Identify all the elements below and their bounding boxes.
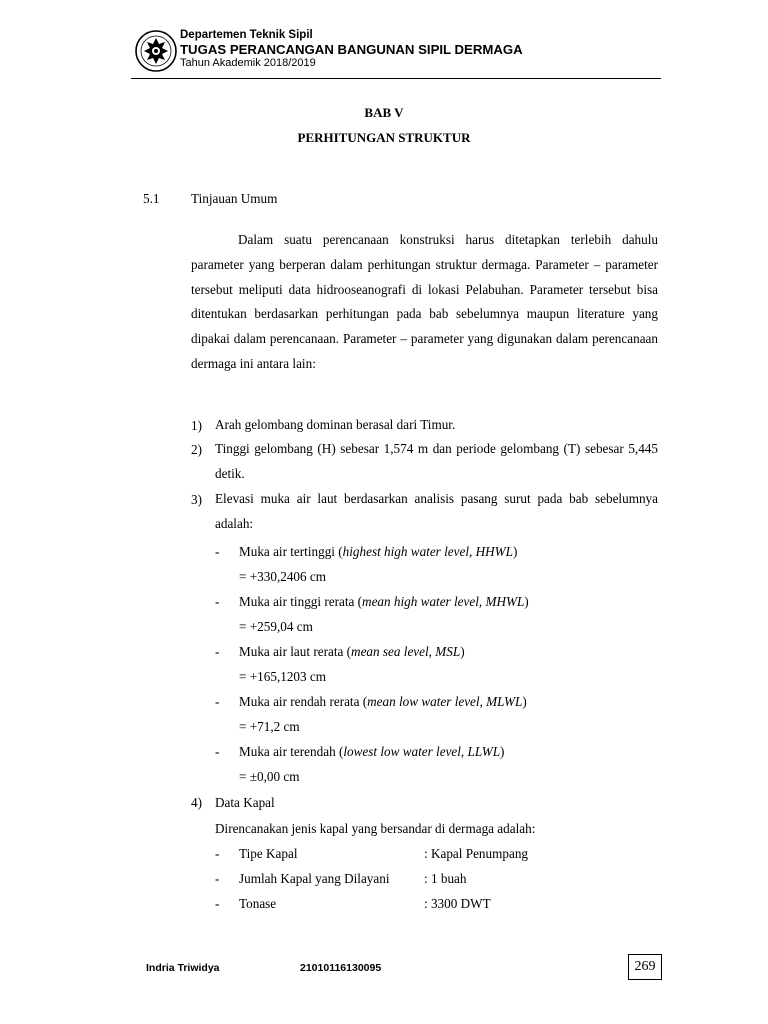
page-number: 269 — [628, 954, 662, 980]
ship-row-value: : 1 buah — [424, 871, 467, 886]
university-seal-icon — [135, 30, 177, 72]
water-level-label: Muka air rendah rerata (mean low water level, MLWL) — [239, 694, 527, 709]
list-item-number: 3) — [191, 492, 202, 507]
list-item: Data Kapal — [215, 795, 275, 810]
list-item-number: 4) — [191, 795, 202, 810]
footer-student-id: 21010116130095 — [300, 962, 382, 974]
ship-row-label: Tipe Kapal — [239, 846, 298, 861]
bullet-dash: - — [215, 846, 220, 861]
ship-intro: Direncanakan jenis kapal yang bersandar di dermaga adalah: — [215, 821, 536, 836]
water-level-value: = +259,04 cm — [239, 619, 313, 634]
bullet-dash: - — [215, 594, 220, 609]
chapter-title: PERHITUNGAN STRUKTUR — [297, 130, 471, 145]
water-level-label: Muka air laut rerata (mean sea level, MSL) — [239, 644, 465, 659]
water-level-value: = +330,2406 cm — [239, 569, 327, 584]
course-title: TUGAS PERANCANGAN BANGUNAN SIPIL DERMAGA — [180, 41, 523, 57]
bullet-dash: - — [215, 871, 220, 886]
section-number: 5.1 — [143, 191, 160, 206]
intro-paragraph: Dalam suatu perencanaan konstruksi harus ditetapkan terlebih dahulu parameter yang berperan dalam perhitungan struktur dermaga. Parameter – parameter tersebut meliputi data hidrooseanografi di lokasi Pelabuhan. Parameter tersebut bisa ditentukan berdasarkan perhitungan pada bab sebelumnya maupun literature yang dipakai dalam perencanaan. Parameter – parameter yang digunakan dalam perencanaan dermaga ini antara lain: — [191, 232, 658, 371]
list-item-number: 2) — [191, 442, 202, 457]
header-divider — [131, 78, 661, 79]
water-level-value: = +165,1203 cm — [239, 669, 327, 684]
bullet-dash: - — [215, 644, 220, 659]
department-name: Departemen Teknik Sipil — [180, 29, 313, 41]
water-level-label: Muka air tinggi rerata (mean high water level, MHWL) — [239, 594, 529, 609]
water-level-label: Muka air terendah (lowest low water level, LLWL) — [239, 744, 505, 759]
bullet-dash: - — [215, 896, 220, 911]
document-header — [131, 26, 661, 82]
academic-year: Tahun Akademik 2018/2019 — [180, 56, 316, 69]
bullet-dash: - — [215, 694, 220, 709]
water-level-value: = +71,2 cm — [239, 719, 300, 734]
water-level-value: = ±0,00 cm — [239, 769, 300, 784]
list-item-number: 1) — [191, 418, 202, 433]
list-item: Arah gelombang dominan berasal dari Timur. — [215, 417, 456, 432]
water-level-label: Muka air tertinggi (highest high water level, HHWL) — [239, 544, 518, 559]
list-item: Elevasi muka air laut berdasarkan analisis pasang surut pada bab sebelumnya adalah: — [215, 491, 658, 531]
ship-row-label: Tonase — [239, 896, 277, 911]
ship-row-label: Jumlah Kapal yang Dilayani — [239, 871, 390, 886]
chapter-number: BAB V — [364, 105, 404, 120]
bullet-dash: - — [215, 544, 220, 559]
list-item: Tinggi gelombang (H) sebesar 1,574 m dan periode gelombang (T) sebesar 5,445 detik. — [215, 441, 658, 481]
bullet-dash: - — [215, 744, 220, 759]
ship-row-value: : 3300 DWT — [424, 896, 491, 911]
section-title: Tinjauan Umum — [191, 191, 278, 206]
ship-row-value: : Kapal Penumpang — [424, 846, 529, 861]
footer-author: Indria Triwidya — [146, 962, 220, 974]
